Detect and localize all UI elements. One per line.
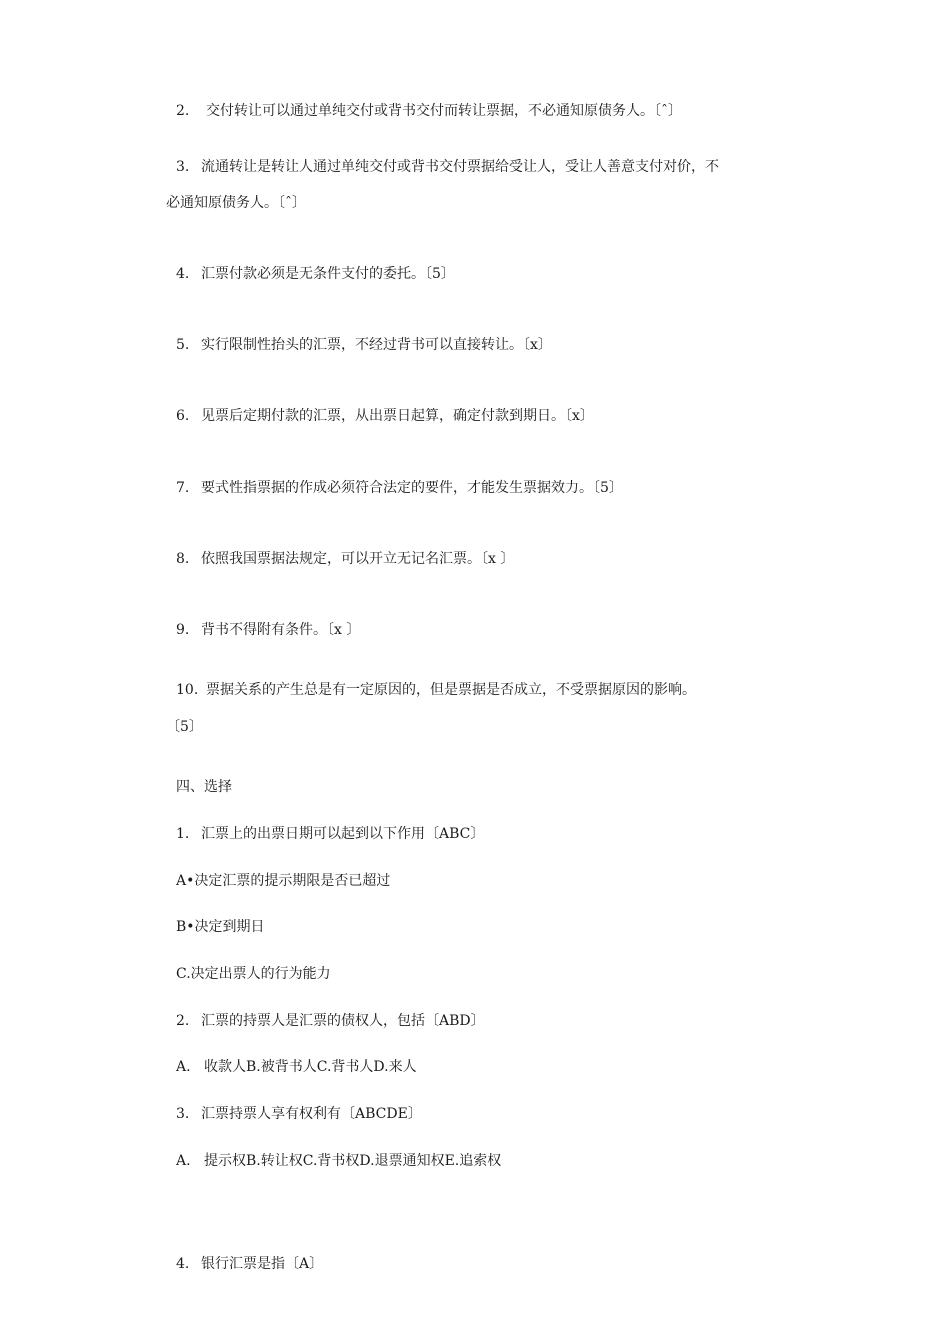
judgement-item-10 — [176, 680, 696, 700]
item-text: 提示权B.转让权C.背书权D.退票通知权E.追索权 — [204, 1153, 502, 1169]
section-heading: 四、选择 — [176, 779, 232, 795]
item-number: 9. — [176, 622, 190, 638]
choice-item-1 — [176, 824, 484, 844]
item-text: 收款人B.被背书人C.背书人D.来人 — [204, 1059, 417, 1075]
choice-item-2-options — [176, 1057, 417, 1077]
item-text: 依照我国票据法规定，可以开立无记名汇票。〔x 〕 — [201, 551, 515, 567]
item-number: 5. — [176, 337, 190, 353]
choice-item-2 — [176, 1011, 485, 1031]
item-text-continuation: 〔5〕 — [166, 719, 203, 735]
item-text: 汇票付款必须是无条件支付的委托。〔5〕 — [201, 266, 455, 282]
judgement-item-8 — [176, 549, 514, 569]
choice-item-3 — [176, 1104, 422, 1124]
item-number: 2. — [176, 103, 190, 119]
item-text: 交付转让可以通过单纯交付或背书交付而转让票据，不必通知原债务人。〔ˆ〕 — [206, 103, 682, 119]
item-text: 见票后定期付款的汇票，从出票日起算，确定付款到期日。〔x〕 — [201, 408, 594, 424]
choice-item-3-options — [176, 1151, 501, 1171]
choice-option-a: A•决定汇票的提示期限是否已超过 — [176, 873, 391, 889]
item-text: 票据关系的产生总是有一定原因的，但是票据是否成立，不受票据原因的影响。 — [206, 682, 696, 698]
item-text: 银行汇票是指〔A〕 — [201, 1256, 324, 1272]
judgement-item-9 — [176, 620, 360, 640]
judgement-item-4 — [176, 264, 455, 284]
item-text-continuation: 必通知原债务人。〔ˆ〕 — [166, 195, 306, 211]
item-number: 10. — [176, 682, 199, 698]
item-text: 汇票的持票人是汇票的债权人，包括〔ABD〕 — [201, 1013, 485, 1029]
item-number: 2. — [176, 1013, 190, 1029]
judgement-item-6 — [176, 406, 594, 426]
item-text: 要式性指票据的作成必须符合法定的要件，才能发生票据效力。〔5〕 — [201, 480, 623, 496]
judgement-item-10-continuation — [166, 717, 203, 737]
item-number: 1. — [176, 826, 190, 842]
item-text: 流通转让是转让人通过单纯交付或背书交付票据给受让人，受让人善意支付对价，不 — [201, 159, 719, 175]
item-number: 3. — [176, 159, 190, 175]
choice-item-4 — [176, 1254, 323, 1274]
item-number: 8. — [176, 551, 190, 567]
judgement-item-5 — [176, 335, 552, 355]
item-number: 4. — [176, 1256, 190, 1272]
item-text: 汇票上的出票日期可以起到以下作用〔ABC〕 — [201, 826, 485, 842]
item-number: 3. — [176, 1106, 190, 1122]
item-text: 实行限制性抬头的汇票，不经过背书可以直接转让。〔x〕 — [201, 337, 552, 353]
item-number: 6. — [176, 408, 190, 424]
judgement-item-3 — [176, 157, 719, 177]
judgement-item-7 — [176, 478, 623, 498]
choice-option-c: C.决定出票人的行为能力 — [176, 966, 331, 982]
choice-option-b: B•决定到期日 — [176, 919, 265, 935]
judgement-item-2 — [176, 101, 682, 121]
judgement-item-3-continuation — [166, 193, 306, 213]
item-number: A. — [176, 1153, 191, 1169]
item-number: 7. — [176, 480, 190, 496]
item-number: A. — [176, 1059, 191, 1075]
item-text: 汇票持票人享有权利有〔ABCDE〕 — [201, 1106, 422, 1122]
item-text: 背书不得附有条件。〔x 〕 — [201, 622, 361, 638]
item-number: 4. — [176, 266, 190, 282]
